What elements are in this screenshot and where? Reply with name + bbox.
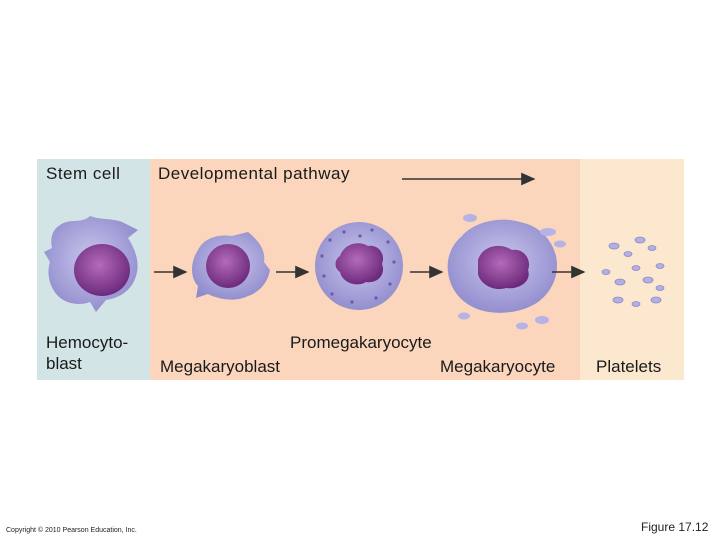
stem-cell-header: Stem cell — [46, 164, 121, 183]
hemocytoblast-label-line1: Hemocyto- — [46, 333, 129, 352]
figure-number: Figure 17.12 — [641, 520, 709, 534]
hemocytoblast-cell-icon — [44, 216, 138, 312]
platelets-label: Platelets — [596, 357, 662, 376]
promegakaryocyte-cell-icon — [315, 222, 403, 310]
developmental-pathway-header: Developmental pathway — [158, 164, 350, 183]
copyright-notice: Copyright © 2010 Pearson Education, Inc. — [6, 527, 137, 534]
platelets-cluster-icon — [602, 237, 664, 307]
megakaryoblast-label: Megakaryoblast — [160, 357, 281, 376]
megakaryocyte-label: Megakaryocyte — [440, 357, 556, 376]
hemocytoblast-label-line2: blast — [46, 354, 82, 373]
megakaryocyte-cell-icon — [448, 214, 566, 330]
promegakaryocyte-label: Promegakaryocyte — [290, 333, 432, 352]
megakaryoblast-cell-icon — [192, 232, 270, 300]
